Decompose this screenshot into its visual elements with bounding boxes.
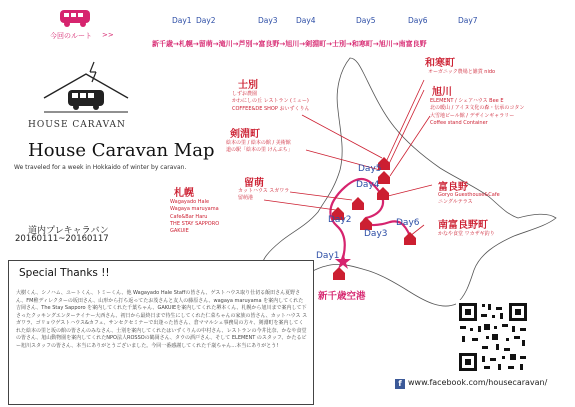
day-header-1: Day1 (172, 16, 192, 25)
spots-sapporo: Wagayado Hale Wagaya maruyama Cafe&Bar Haru THE STAY SAPPORO GAKUIE (170, 199, 220, 234)
spots-kembuchi: 絵本の里 / 絵本の館 / 美術館 道の駅「絵本の里 けんぶち」 (226, 140, 293, 154)
city-shibetsu: 士別 (238, 80, 258, 91)
route-city: 剣淵町 (305, 40, 327, 48)
day-header-4: Day4 (296, 16, 316, 25)
route-city: 士別 (332, 40, 346, 48)
page-title: House Caravan Map (28, 140, 215, 161)
spots-rumoi: カットハウス スガワラ 留萌港 (238, 188, 290, 202)
route-city: 新千歳 (152, 40, 173, 48)
map-day3: Day3 (364, 229, 388, 239)
spots-shibetsu: しずお農園 かわにしの丘 レストラン (ミュー) COFFEE&DE SHOP おいずくりん (232, 91, 310, 112)
url-text: www.facebook.com/housecaravan/ (408, 378, 548, 387)
city-rumoi: 留萌 (244, 178, 264, 189)
spots-minamifurano: かなや食堂 ワカザギ釣り (438, 231, 495, 237)
thanks-title: Special Thanks !! (19, 267, 110, 279)
map-day1: Day1 (316, 251, 340, 261)
route-city: 南富良野 (398, 40, 427, 48)
day-header-6: Day6 (408, 16, 428, 25)
route-city: 和寒町 (351, 40, 373, 48)
day-header-5: Day5 (356, 16, 376, 25)
subtitle: We traveled for a week in Hokkaido of winter by caravan. (14, 164, 187, 171)
city-asahikawa: 旭川 (432, 87, 452, 98)
city-sapporo: 札幌 (174, 188, 194, 199)
event-dates: 20160111~20160117 (15, 234, 109, 244)
facebook-icon: f (395, 379, 405, 389)
route-label: 今回のルート (50, 32, 92, 40)
route-city: 留萌 (198, 40, 213, 48)
route-cities: 新千歳→札幌→留萌→滝川→芦別→富良野→旭川→剣淵町→士別→和寒町→旭川→南富良野 (152, 40, 427, 48)
brand-name: HOUSE CARAVAN (28, 120, 126, 130)
route-city: 滝川 (218, 40, 233, 48)
thanks-body: 大樹くん、シノハム、ユートくん、トミーくん、他 Wagayado Hale Staffの皆さん、ゲストハウス取り仕切る飯田さん夏野さん、FM稚ディレクターの坂田さん、山形から打ち返ってたお茂さんと友人の藤原さん、wagaya maruyama を案内してくれた吉岡さん、The Stay Sapporo を案内してくれた千葉ちゃん、GAKUIEを案内してくれた堺本くん、札幌から旭川まで案内して下さったクッキングエンターテイナー大西さん、初日から最終日まで待生にしてくれた仁菜ちゃんの家族の皆さん、カットハウス スガワラ、ゴリョウゲストハウス&カフェ、サンセクセミナーで出逢った皆さん、倉ママルシェ事務局の方々、剣淵町を案内してくれた絵本の里と坂の館の皆さんのみなさん、士別を案内してくれたはいずくりんの中村さん、レストランの今井比奈、かなや食堂の皆さん、旭山動物園を案内してくれたNPO法人ROSSOの鶴岡さん、タウの酒戸さん、そして ELEMENT のスタッフ、かたるビー旭川スタッフの皆さん、本当にありがとうございました。今回一番感謝してくれた千歳ちゃん…本当にありがとう! (16, 290, 308, 349)
day-header-7: Day7 (458, 16, 478, 25)
spots-wassamu: オーガニック農場と雑貨 nido (428, 69, 496, 75)
route-city: 芦別 (238, 40, 253, 48)
city-wassamu: 和寒町 (425, 58, 455, 69)
route-city: 旭川 (285, 40, 300, 48)
special-thanks-box (8, 260, 314, 405)
map-day6: Day6 (396, 218, 420, 228)
spots-asahikawa: ELEMENT / シェアハウス Bee E 北の暖山 / アイヌ文化の森・伝承のコタン 大雪地ビール館 / デザインギャラリー Coffee stand Container (430, 98, 525, 126)
facebook-url[interactable] (395, 378, 547, 389)
route-city: 札幌 (178, 40, 193, 48)
airport-label: 新千歳空港 (318, 291, 366, 302)
day-header-3: Day3 (258, 16, 278, 25)
city-kembuchi: 剣淵町 (230, 129, 260, 140)
day-header-2: Day2 (196, 16, 216, 25)
map-day4: Day4 (356, 180, 380, 190)
route-city: 富良野 (258, 40, 280, 48)
spots-furano: Goryo Guesthouse&Cafe ニングルテラス (438, 192, 500, 206)
city-furano: 富良野 (438, 182, 468, 193)
city-minamifurano: 南富良野町 (438, 220, 488, 231)
route-city: 旭川 (378, 40, 393, 48)
event-name: 道内プレキャラバン (28, 226, 109, 236)
qr-code (456, 300, 530, 374)
map-day5: Day5 (358, 164, 382, 174)
arrow-icon: >> (102, 31, 114, 39)
map-day2: Day2 (328, 215, 352, 225)
